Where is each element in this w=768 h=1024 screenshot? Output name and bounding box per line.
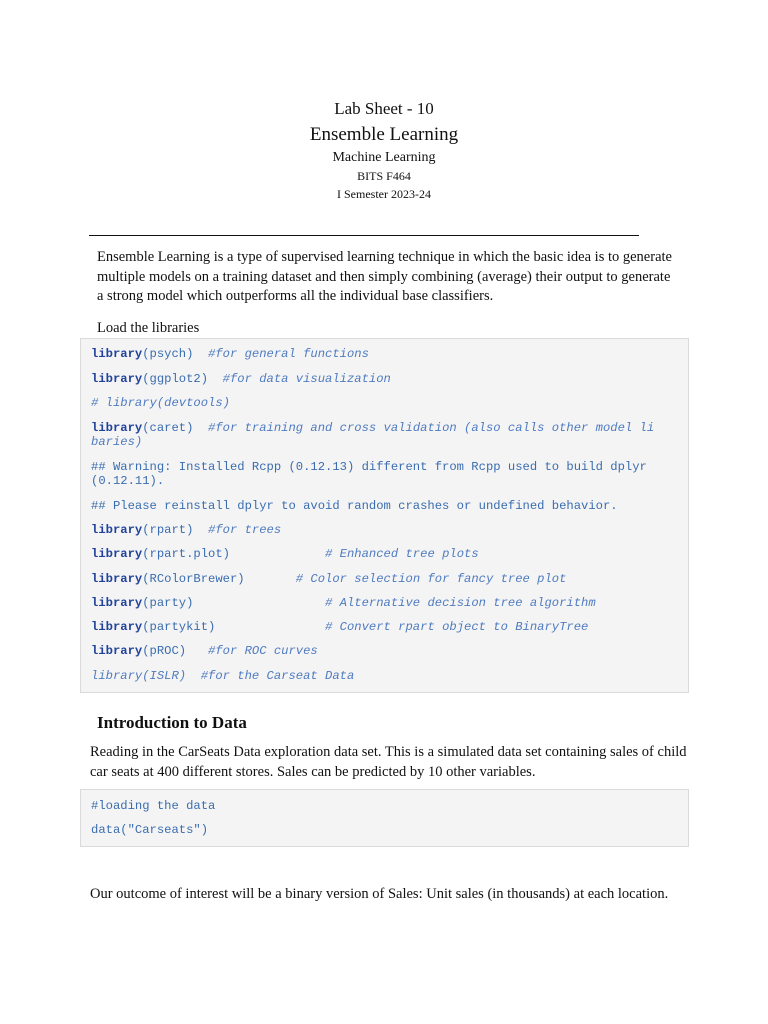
code-line	[91, 523, 281, 538]
code-line	[91, 435, 142, 450]
code-keyword: library	[91, 372, 143, 386]
code-text: (rpart.plot)	[142, 547, 326, 561]
code-comment: # Color selection for fancy tree plot	[295, 572, 567, 586]
code-line	[91, 372, 391, 387]
code-comment: #loading the data	[91, 799, 216, 813]
code-keyword: library	[91, 644, 143, 658]
code-comment: # Convert rpart object to BinaryTree	[325, 620, 589, 634]
code-line	[91, 823, 208, 838]
code-keyword: library	[91, 620, 143, 634]
code-comment: #for ROC curves	[208, 644, 318, 658]
course-name: Machine Learning	[332, 150, 436, 165]
code-output-line	[91, 499, 618, 514]
code-text: (ggplot2)	[142, 372, 223, 386]
code-keyword: library	[91, 421, 143, 435]
code-comment: #for training and cross validation (also calls other model li	[208, 421, 655, 435]
code-text: (pROC)	[142, 644, 209, 658]
code-block-data	[80, 789, 689, 847]
code-keyword: library	[91, 572, 143, 586]
code-line	[91, 396, 230, 411]
code-comment: # Alternative decision tree algorithm	[325, 596, 596, 610]
code-output: ## Please reinstall dplyr to avoid random crashes or undefined behavior.	[91, 499, 618, 513]
code-comment: # Enhanced tree plots	[325, 547, 479, 561]
code-comment: #for trees	[208, 523, 282, 537]
code-block-libraries	[80, 338, 689, 693]
lab-sheet-number: Lab Sheet - 10	[334, 99, 434, 118]
code-comment: library(ISLR) #for the Carseat Data	[91, 669, 355, 683]
document-title: Ensemble Learning	[309, 124, 459, 145]
code-text: (rpart)	[142, 523, 209, 537]
code-line	[91, 572, 566, 587]
code-line	[91, 547, 479, 562]
outcome-paragraph: Our outcome of interest will be a binary version of Sales: Unit sales (in thousands) at each location.	[90, 886, 669, 902]
code-comment: #for general functions	[208, 347, 369, 361]
semester: I Semester 2023-24	[337, 187, 431, 201]
load-libraries-label: Load the libraries	[97, 320, 200, 336]
code-text: (RColorBrewer)	[142, 572, 296, 586]
code-line	[91, 596, 596, 611]
code-output-line	[91, 460, 647, 475]
code-comment: #for data visualization	[222, 372, 391, 386]
code-text: (caret)	[142, 421, 209, 435]
code-output: ## Warning: Installed Rcpp (0.12.13) different from Rcpp used to build dplyr	[91, 460, 647, 474]
header-divider	[89, 235, 639, 236]
code-line	[91, 669, 354, 684]
code-keyword: library	[91, 347, 143, 361]
code-text: (party)	[142, 596, 326, 610]
code-comment: # library(devtools)	[91, 396, 230, 410]
code-line	[91, 799, 215, 814]
code-keyword: library	[91, 523, 143, 537]
code-comment: baries)	[91, 435, 143, 449]
code-output: (0.12.11).	[91, 474, 165, 488]
course-code: BITS F464	[357, 169, 411, 183]
code-line	[91, 644, 318, 659]
code-line	[91, 421, 654, 436]
code-text: (psych)	[142, 347, 209, 361]
code-text: data("Carseats")	[91, 823, 209, 837]
section-title: Introduction to Data	[97, 713, 247, 732]
code-line	[91, 347, 369, 362]
code-keyword: library	[91, 547, 143, 561]
code-keyword: library	[91, 596, 143, 610]
code-output-line	[91, 474, 164, 489]
data-intro-paragraph: Reading in the CarSeats Data exploration data set. This is a simulated data set containing sales of child car seats at 400 different stores. Sales can be predicted by 10 other variables.	[90, 744, 687, 780]
code-line	[91, 620, 588, 635]
intro-paragraph: Ensemble Learning is a type of supervised learning technique in which the basic idea is to generate multiple models on a training dataset and then simply combining (average) their output to generate a strong model which outperforms all the individual base classifiers.	[97, 249, 672, 304]
code-text: (partykit)	[142, 620, 326, 634]
